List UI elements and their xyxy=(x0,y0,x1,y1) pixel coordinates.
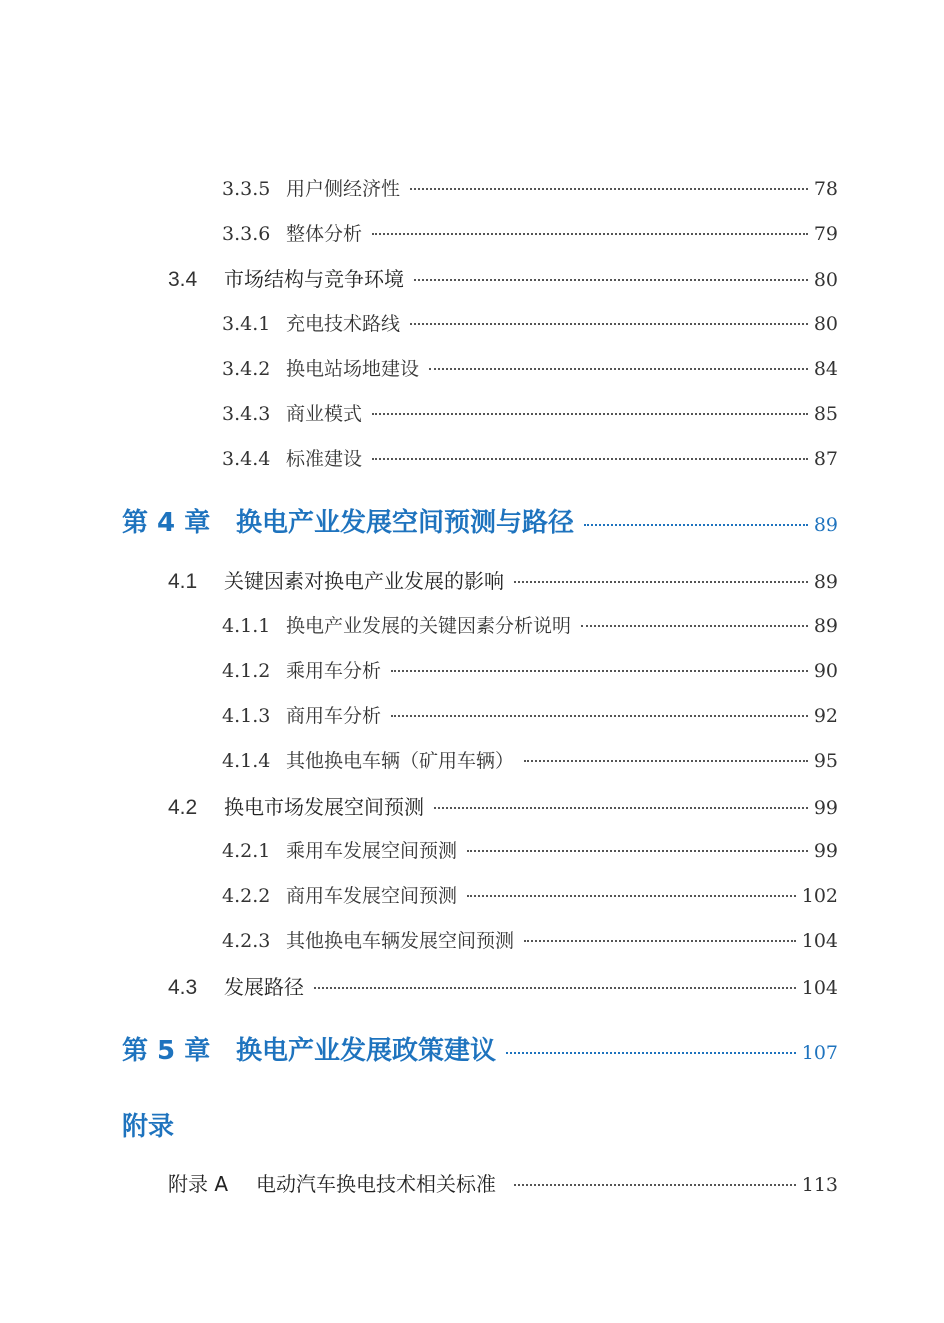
dot-leader xyxy=(584,524,808,526)
toc-chapter-5[interactable] xyxy=(0,1030,944,1070)
appendix-title: 电动汽车换电技术相关标准 xyxy=(256,1172,496,1196)
toc-entry-title: 整体分析 xyxy=(286,223,363,245)
dot-leader xyxy=(429,368,808,370)
dot-leader xyxy=(467,895,796,897)
toc-entry-number: 4.1 xyxy=(168,570,198,593)
toc-entry-4-2-2[interactable] xyxy=(0,881,944,911)
toc-entry-page: 89 xyxy=(813,615,838,637)
toc-entry-page: 80 xyxy=(813,313,838,335)
toc-entry-title: 市场结构与竞争环境 xyxy=(224,267,404,291)
toc-entry-page: 79 xyxy=(813,223,838,245)
chapter-page: 89 xyxy=(813,514,838,536)
appendix-heading[interactable]: 附录 xyxy=(122,1112,175,1142)
toc-entry-4-2[interactable] xyxy=(0,791,944,823)
toc-entry-number: 4.2 xyxy=(168,796,198,819)
toc-entry-page: 104 xyxy=(801,977,838,999)
toc-entry-title: 商用车分析 xyxy=(286,705,382,727)
toc-entry-page: 102 xyxy=(801,885,838,907)
toc-entry-number: 3.4.4 xyxy=(222,448,271,470)
appendix-page: 113 xyxy=(801,1174,838,1196)
chapter-title: 换电产业发展空间预测与路径 xyxy=(236,508,575,538)
toc-entry-number: 3.4.1 xyxy=(222,313,271,335)
dot-leader xyxy=(434,807,808,809)
toc-entry-number: 4.1.2 xyxy=(222,660,271,682)
toc-entry-page: 85 xyxy=(813,403,838,425)
toc-entry-title: 发展路径 xyxy=(224,975,304,999)
toc-entry-title: 换电产业发展的关键因素分析说明 xyxy=(286,615,572,637)
toc-entry-page: 95 xyxy=(813,750,838,772)
toc-chapter-4[interactable] xyxy=(0,502,944,542)
toc-entry-number: 4.2.2 xyxy=(222,885,271,907)
dot-leader xyxy=(506,1052,796,1054)
toc-entry-4-1-1[interactable] xyxy=(0,611,944,641)
dot-leader xyxy=(514,1184,796,1186)
toc-appendix-a[interactable] xyxy=(0,1168,944,1200)
toc-entry-title: 换电站场地建设 xyxy=(286,358,420,380)
dot-leader xyxy=(410,188,808,190)
toc-entry-4-1-2[interactable] xyxy=(0,656,944,686)
dot-leader xyxy=(414,279,808,281)
toc-entry-title: 关键因素对换电产业发展的影响 xyxy=(224,569,504,593)
toc-entry-4-1[interactable] xyxy=(0,565,944,597)
toc-entry-title: 其他换电车辆发展空间预测 xyxy=(286,930,515,952)
toc-entry-title: 换电市场发展空间预测 xyxy=(224,795,424,819)
toc-entry-3-4-4[interactable] xyxy=(0,444,944,474)
toc-entry-4-2-1[interactable] xyxy=(0,836,944,866)
toc-entry-number: 4.2.3 xyxy=(222,930,271,952)
dot-leader xyxy=(524,940,796,942)
chapter-number: 第 4 章 xyxy=(122,508,211,538)
dot-leader xyxy=(372,413,808,415)
dot-leader xyxy=(372,458,808,460)
toc-entry-title: 标准建设 xyxy=(286,448,363,470)
dot-leader xyxy=(467,850,808,852)
toc-entry-title: 充电技术路线 xyxy=(286,313,401,335)
chapter-page: 107 xyxy=(801,1042,838,1064)
toc-entry-3-4-1[interactable] xyxy=(0,309,944,339)
toc-entry-title: 商业模式 xyxy=(286,403,363,425)
toc-entry-title: 商用车发展空间预测 xyxy=(286,885,458,907)
toc-entry-title: 乘用车分析 xyxy=(286,660,382,682)
toc-entry-page: 89 xyxy=(813,571,838,593)
chapter-number: 第 5 章 xyxy=(122,1036,211,1066)
dot-leader xyxy=(581,625,808,627)
toc-entry-4-1-4[interactable] xyxy=(0,746,944,776)
toc-entry-number: 4.2.1 xyxy=(222,840,271,862)
toc-entry-title: 用户侧经济性 xyxy=(286,178,401,200)
toc-entry-number: 4.1.1 xyxy=(222,615,271,637)
toc-entry-number: 4.1.3 xyxy=(222,705,271,727)
toc-entry-page: 78 xyxy=(813,178,838,200)
dot-leader xyxy=(314,987,796,989)
toc-entry-4-1-3[interactable] xyxy=(0,701,944,731)
toc-entry-page: 87 xyxy=(813,448,838,470)
dot-leader xyxy=(524,760,808,762)
dot-leader xyxy=(391,715,808,717)
toc-entry-3-4[interactable] xyxy=(0,263,944,295)
toc-entry-page: 104 xyxy=(801,930,838,952)
toc-entry-page: 90 xyxy=(813,660,838,682)
dot-leader xyxy=(514,581,808,583)
toc-entry-number: 3.4.3 xyxy=(222,403,271,425)
toc-entry-3-3-5[interactable] xyxy=(0,174,944,204)
toc-entry-page: 99 xyxy=(813,840,838,862)
toc-entry-page: 84 xyxy=(813,358,838,380)
toc-entry-page: 99 xyxy=(813,797,838,819)
toc-entry-title: 乘用车发展空间预测 xyxy=(286,840,458,862)
toc-entry-number: 4.1.4 xyxy=(222,750,271,772)
toc-entry-4-3[interactable] xyxy=(0,971,944,1003)
dot-leader xyxy=(372,233,808,235)
dot-leader xyxy=(410,323,808,325)
toc-entry-page: 80 xyxy=(813,269,838,291)
toc-entry-page: 92 xyxy=(813,705,838,727)
toc-entry-number: 3.3.5 xyxy=(222,178,271,200)
toc-entry-4-2-3[interactable] xyxy=(0,926,944,956)
toc-entry-number: 4.3 xyxy=(168,976,198,999)
toc-entry-number: 3.4.2 xyxy=(222,358,271,380)
toc-entry-number: 3.3.6 xyxy=(222,223,271,245)
dot-leader xyxy=(391,670,808,672)
chapter-title: 换电产业发展政策建议 xyxy=(236,1036,497,1066)
toc-entry-3-3-6[interactable] xyxy=(0,219,944,249)
toc-entry-3-4-3[interactable] xyxy=(0,399,944,429)
toc-entry-number: 3.4 xyxy=(168,268,198,291)
appendix-number: 附录 A xyxy=(168,1172,229,1196)
toc-entry-3-4-2[interactable] xyxy=(0,354,944,384)
toc-entry-title: 其他换电车辆（矿用车辆） xyxy=(286,750,515,772)
